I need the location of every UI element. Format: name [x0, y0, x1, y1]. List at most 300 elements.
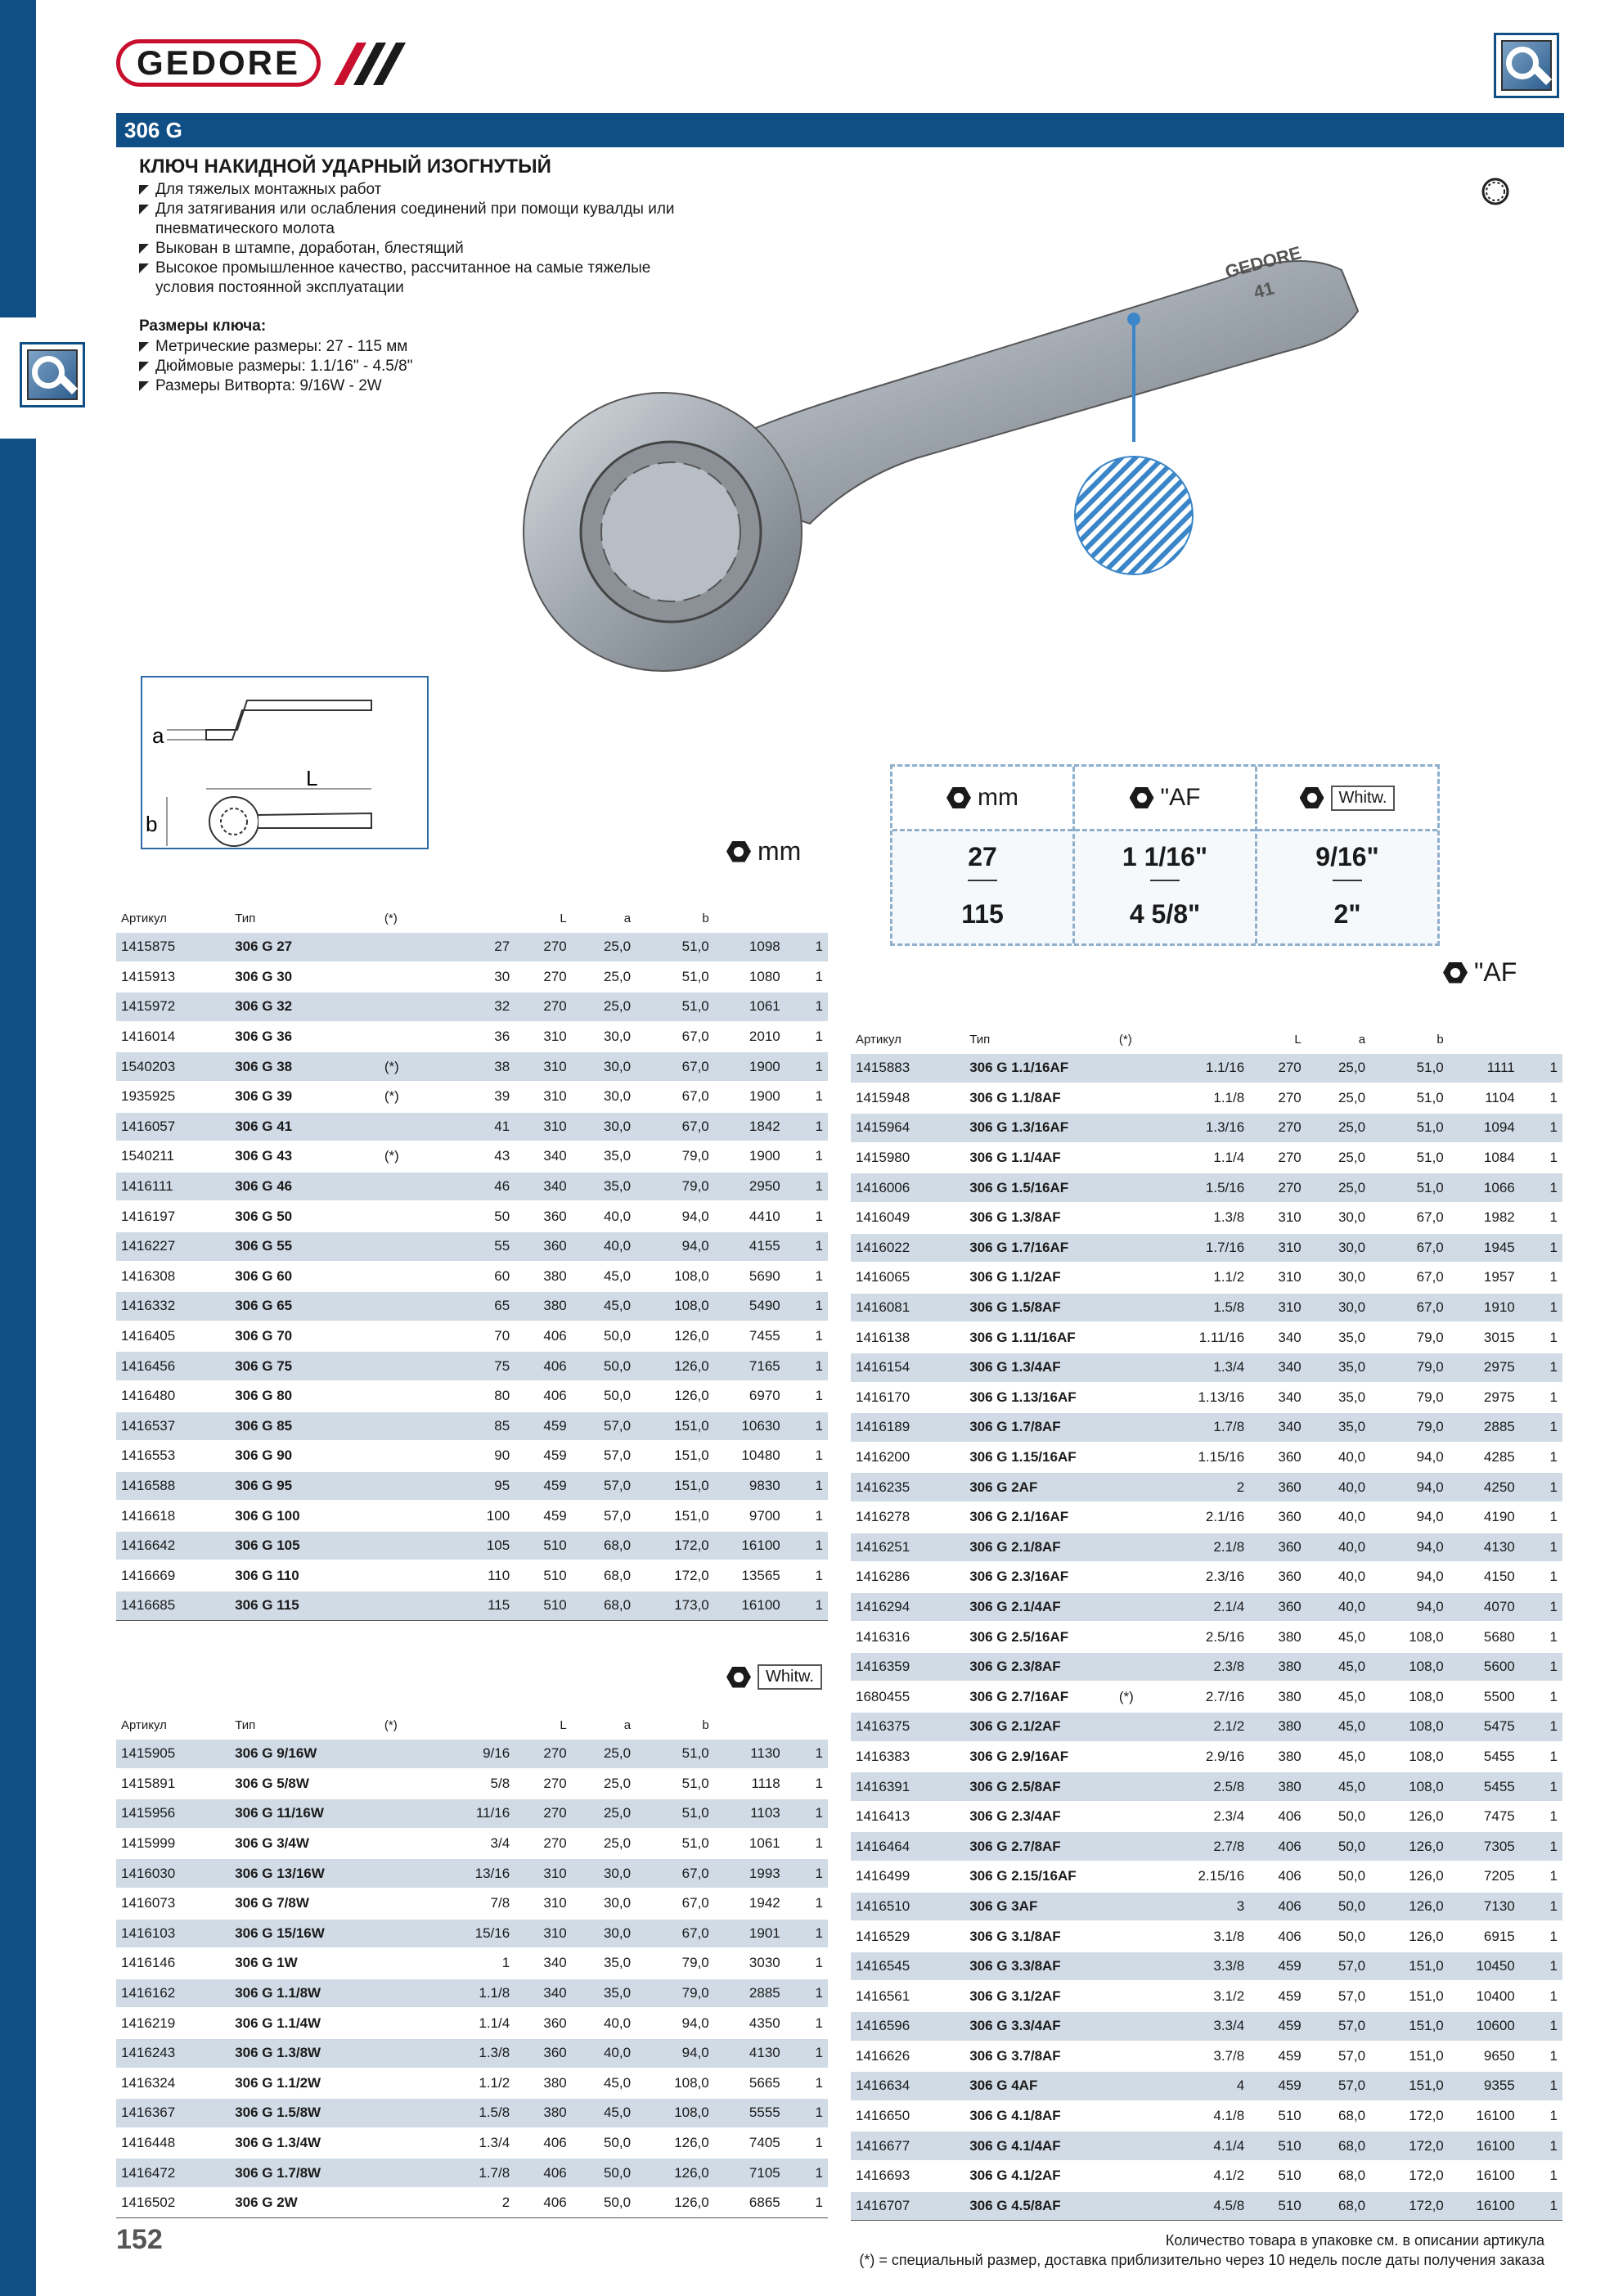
- table-cell: [380, 2098, 437, 2128]
- table-cell: [380, 1201, 437, 1231]
- table-row: [116, 1381, 828, 1411]
- table-cell: [380, 932, 437, 962]
- table-cell: [1114, 1802, 1171, 1832]
- table-row: [116, 2158, 828, 2188]
- table-cell: 5690: [714, 1262, 785, 1292]
- table-row: [116, 1769, 828, 1799]
- table-cell: 1: [785, 1919, 828, 1949]
- table-cell: 380: [1249, 1772, 1306, 1802]
- column-header: [1520, 1026, 1562, 1053]
- table-cell: 57,0: [572, 1471, 636, 1501]
- table-cell: 2.1/2: [1171, 1712, 1249, 1742]
- table-cell: [380, 1948, 437, 1979]
- table-cell: [380, 1591, 437, 1620]
- table-cell: 1066: [1449, 1173, 1520, 1203]
- feature-item: Высокое промышленное качество, рассчитанное на самые тяжелые условия постоянной эксплуатации: [137, 259, 694, 298]
- table-cell: 40,0: [1306, 1533, 1370, 1563]
- table-cell: 310: [1249, 1203, 1306, 1233]
- table-cell: 45,0: [1306, 1622, 1370, 1652]
- table-cell: 306 G 2AF: [964, 1472, 1114, 1502]
- table-cell: 41: [436, 1112, 515, 1142]
- table-cell: 360: [1249, 1443, 1306, 1473]
- table-cell: 459: [515, 1471, 572, 1501]
- table-cell: 51,0: [636, 1739, 714, 1769]
- table-cell: 306 G 41: [230, 1112, 380, 1142]
- table-cell: 1: [785, 2069, 828, 2099]
- table-cell: 306 G 1W: [230, 1948, 380, 1979]
- table-cell: 51,0: [636, 1769, 714, 1799]
- table-cell: 1416227: [116, 1231, 230, 1262]
- table-cell: 25,0: [1306, 1053, 1370, 1083]
- table-cell: 2.1/4: [1171, 1592, 1249, 1623]
- table-cell: 40,0: [1306, 1562, 1370, 1592]
- table-cell: 5475: [1449, 1712, 1520, 1742]
- table-row: [851, 1353, 1562, 1383]
- table-cell: 380: [515, 1262, 572, 1292]
- table-cell: 510: [1249, 2191, 1306, 2221]
- table-cell: 10400: [1449, 1981, 1520, 2011]
- table-cell: 79,0: [636, 1948, 714, 1979]
- table-cell: 1416510: [851, 1892, 964, 1922]
- table-row: [851, 1921, 1562, 1952]
- table-cell: 306 G 2.3/16AF: [964, 1562, 1114, 1592]
- table-cell: 115: [436, 1591, 515, 1620]
- table-cell: 67,0: [636, 1082, 714, 1112]
- column-header: a: [623, 911, 632, 925]
- column-header: b: [702, 911, 709, 925]
- table-cell: 51,0: [1370, 1113, 1449, 1143]
- table-row: [116, 1501, 828, 1531]
- table-cell: 306 G 4.1/2AF: [964, 2161, 1114, 2191]
- table-cell: 1.1/16: [1171, 1053, 1249, 1083]
- table-cell: 40,0: [572, 2038, 636, 2069]
- table-cell: 25,0: [572, 932, 636, 962]
- table-cell: [380, 2008, 437, 2038]
- table-cell: 57,0: [1306, 2071, 1370, 2101]
- table-cell: 1: [785, 1591, 828, 1620]
- table-cell: 1416154: [851, 1353, 964, 1383]
- column-header: Артикул: [121, 1717, 167, 1732]
- table-cell: 380: [515, 1291, 572, 1321]
- table-cell: 25,0: [572, 992, 636, 1022]
- table-cell: 30,0: [572, 1919, 636, 1949]
- table-cell: 108,0: [636, 1291, 714, 1321]
- table-cell: 406: [1249, 1831, 1306, 1862]
- table-cell: 306 G 100: [230, 1501, 380, 1531]
- table-cell: 1416065: [851, 1263, 964, 1293]
- table-row: [116, 1112, 828, 1142]
- table-cell: 360: [515, 1201, 572, 1231]
- table-cell: 1416006: [851, 1173, 964, 1203]
- table-cell: 5/8: [436, 1769, 515, 1799]
- table-cell: 1416707: [851, 2191, 964, 2221]
- table-cell: (*): [380, 1141, 437, 1172]
- table-cell: 306 G 3AF: [964, 1892, 1114, 1922]
- table-cell: 1: [1520, 2191, 1562, 2221]
- table-cell: 2010: [714, 1022, 785, 1052]
- table-row: [116, 1591, 828, 1620]
- table-cell: 1: [1520, 2161, 1562, 2191]
- table-cell: 25,0: [572, 1829, 636, 1859]
- table-cell: 1: [785, 1022, 828, 1052]
- table-cell: 40,0: [572, 1201, 636, 1231]
- table-cell: 310: [515, 1889, 572, 1919]
- table-cell: 1: [785, 1291, 828, 1321]
- table-cell: 1416138: [851, 1322, 964, 1353]
- table-cell: [380, 1858, 437, 1889]
- column-header: [785, 905, 828, 932]
- table-cell: 70: [436, 1321, 515, 1352]
- table-cell: 1104: [1449, 1083, 1520, 1114]
- table-cell: 35,0: [1306, 1412, 1370, 1443]
- table-cell: 306 G 80: [230, 1381, 380, 1411]
- table-cell: 2.7/16: [1171, 1681, 1249, 1712]
- table-cell: [1114, 1712, 1171, 1742]
- table-cell: [380, 1799, 437, 1829]
- table-cell: 7205: [1449, 1862, 1520, 1892]
- table-cell: 68,0: [1306, 2161, 1370, 2191]
- table-cell: [1114, 2131, 1171, 2161]
- table-cell: [1114, 1742, 1171, 1772]
- table-cell: [380, 1531, 437, 1561]
- table-cell: 360: [1249, 1592, 1306, 1623]
- table-cell: 4130: [1449, 1533, 1520, 1563]
- table-cell: 2: [1171, 1472, 1249, 1502]
- table-cell: 25,0: [1306, 1173, 1370, 1203]
- table-cell: 306 G 1.5/16AF: [964, 1173, 1114, 1203]
- table-cell: 360: [515, 2008, 572, 2038]
- table-cell: 1: [785, 2098, 828, 2128]
- table-cell: [380, 1919, 437, 1949]
- table-cell: 151,0: [1370, 2042, 1449, 2072]
- table-cell: [1114, 1952, 1171, 1982]
- table-cell: 1416324: [116, 2069, 230, 2099]
- table-cell: 340: [515, 1141, 572, 1172]
- stamp-brand: GEDORE: [1222, 242, 1304, 282]
- table-cell: 94,0: [636, 1231, 714, 1262]
- table-cell: 1: [1520, 1233, 1562, 1263]
- dim-label-b: b: [146, 812, 158, 836]
- table-cell: 2.5/8: [1171, 1772, 1249, 1802]
- table-cell: 1: [1520, 1742, 1562, 1772]
- table-row: [851, 1173, 1562, 1203]
- table-cell: 1415972: [116, 992, 230, 1022]
- table-cell: 7/8: [436, 1889, 515, 1919]
- table-cell: 406: [515, 1321, 572, 1352]
- table-cell: 25,0: [572, 1739, 636, 1769]
- table-row: [851, 1952, 1562, 1982]
- table-cell: 6865: [714, 2188, 785, 2217]
- table-cell: 13/16: [436, 1858, 515, 1889]
- table-cell: 1.1/4: [1171, 1143, 1249, 1173]
- table-cell: 68,0: [1306, 2101, 1370, 2132]
- table-cell: 306 G 95: [230, 1471, 380, 1501]
- table-cell: 1416200: [851, 1443, 964, 1473]
- table-cell: 2975: [1449, 1383, 1520, 1413]
- table-cell: 57,0: [572, 1501, 636, 1531]
- table-cell: 108,0: [1370, 1652, 1449, 1682]
- table-cell: 1: [1520, 1802, 1562, 1832]
- table-cell: 306 G 75: [230, 1351, 380, 1381]
- table-cell: 16100: [1449, 2161, 1520, 2191]
- table-cell: 50,0: [1306, 1862, 1370, 1892]
- table-cell: 1: [785, 1739, 828, 1769]
- table-cell: 1: [785, 2008, 828, 2038]
- table-cell: 50,0: [572, 2188, 636, 2217]
- table-cell: 2.1/16: [1171, 1502, 1249, 1533]
- table-cell: 68,0: [572, 1591, 636, 1620]
- table-cell: 1416359: [851, 1652, 964, 1682]
- dim-label-L: L: [306, 766, 318, 790]
- table-cell: 1: [1520, 2042, 1562, 2072]
- table-cell: 16100: [1449, 2101, 1520, 2132]
- table-cell: 95: [436, 1471, 515, 1501]
- table-cell: 1: [785, 2038, 828, 2069]
- twelve-point-icon: [1479, 175, 1512, 208]
- table-cell: 50,0: [572, 1381, 636, 1411]
- table-cell: 35,0: [1306, 1353, 1370, 1383]
- table-cell: 57,0: [1306, 1952, 1370, 1982]
- table-cell: 310: [515, 1919, 572, 1949]
- table-cell: 306 G 2.7/8AF: [964, 1831, 1114, 1862]
- table-cell: 270: [1249, 1053, 1306, 1083]
- table-cell: 40,0: [1306, 1472, 1370, 1502]
- table-cell: 2.7/8: [1171, 1831, 1249, 1862]
- table-cell: 100: [436, 1501, 515, 1531]
- table-cell: 406: [1249, 1862, 1306, 1892]
- table-cell: [1114, 1592, 1171, 1623]
- table-cell: 1416472: [116, 2158, 230, 2188]
- table-row: [116, 2008, 828, 2038]
- table-cell: 68,0: [572, 1531, 636, 1561]
- table-cell: 1: [785, 932, 828, 962]
- table-cell: 51,0: [636, 962, 714, 993]
- table-cell: 1842: [714, 1112, 785, 1142]
- column-header: [714, 905, 785, 932]
- table-cell: 1993: [714, 1858, 785, 1889]
- table-cell: 1: [785, 1799, 828, 1829]
- table-cell: 1: [785, 1231, 828, 1262]
- table-cell: 2.3/4: [1171, 1802, 1249, 1832]
- table-cell: 270: [515, 1829, 572, 1859]
- table-cell: [380, 2038, 437, 2069]
- table-cell: 50,0: [572, 2128, 636, 2159]
- table-cell: 1: [1520, 1562, 1562, 1592]
- table-cell: 45,0: [1306, 1652, 1370, 1682]
- table-cell: 1416030: [116, 1858, 230, 1889]
- table-cell: 1: [1520, 1892, 1562, 1922]
- table-cell: 340: [515, 1172, 572, 1202]
- table-cell: 40,0: [572, 1231, 636, 1262]
- table-cell: [1114, 2161, 1171, 2191]
- table-cell: 1416057: [116, 1112, 230, 1142]
- table-cell: [380, 1769, 437, 1799]
- table-row: [851, 1143, 1562, 1173]
- table-cell: 1415999: [116, 1829, 230, 1859]
- table-cell: 45,0: [1306, 1681, 1370, 1712]
- table-cell: 1.11/16: [1171, 1322, 1249, 1353]
- table-cell: 270: [515, 962, 572, 993]
- table-cell: [1114, 2071, 1171, 2101]
- table-row: [116, 1889, 828, 1919]
- table-cell: 1: [1520, 1412, 1562, 1443]
- table-cell: 270: [515, 992, 572, 1022]
- table-cell: 46: [436, 1172, 515, 1202]
- table-cell: [1114, 1472, 1171, 1502]
- table-cell: 7130: [1449, 1892, 1520, 1922]
- table-cell: 459: [515, 1411, 572, 1442]
- table-cell: 310: [515, 1022, 572, 1052]
- table-row: [851, 1831, 1562, 1862]
- table-cell: 79,0: [1370, 1412, 1449, 1443]
- table-cell: 1416537: [116, 1411, 230, 1442]
- table-cell: 306 G 1.7/16AF: [964, 1233, 1114, 1263]
- table-cell: 310: [515, 1082, 572, 1112]
- table-cell: [380, 2128, 437, 2159]
- table-cell: 108,0: [636, 2069, 714, 2099]
- table-cell: 306 G 2W: [230, 2188, 380, 2217]
- table-cell: 36: [436, 1022, 515, 1052]
- table-cell: 1416022: [851, 1233, 964, 1263]
- table-cell: 406: [515, 2128, 572, 2159]
- table-cell: 1: [785, 2128, 828, 2159]
- column-header: [785, 1712, 828, 1739]
- table-row: [116, 1799, 828, 1829]
- table-cell: 1061: [714, 1829, 785, 1859]
- table-cell: 1416545: [851, 1952, 964, 1982]
- table-cell: 340: [515, 1948, 572, 1979]
- table-cell: 1416480: [116, 1381, 230, 1411]
- table-cell: 1416618: [116, 1501, 230, 1531]
- table-cell: 306 G 2.5/8AF: [964, 1772, 1114, 1802]
- table-cell: 45,0: [572, 1262, 636, 1292]
- table-cell: 1.3/8: [1171, 1203, 1249, 1233]
- table-cell: 1.1/2: [1171, 1263, 1249, 1293]
- table-cell: 126,0: [636, 2158, 714, 2188]
- table-row: [116, 1858, 828, 1889]
- table-cell: 16100: [714, 1531, 785, 1561]
- table-cell: 50,0: [1306, 1921, 1370, 1952]
- table-row: [851, 1681, 1562, 1712]
- table-cell: 67,0: [1370, 1203, 1449, 1233]
- table-cell: 1416677: [851, 2131, 964, 2161]
- table-cell: 51,0: [636, 1829, 714, 1859]
- table-cell: 172,0: [1370, 2101, 1449, 2132]
- table-cell: 45,0: [1306, 1742, 1370, 1772]
- table-cell: 306 G 1.7/8AF: [964, 1412, 1114, 1443]
- column-header: Тип: [969, 1032, 991, 1047]
- column-header: a: [1358, 1032, 1366, 1047]
- table-cell: 1982: [1449, 1203, 1520, 1233]
- stamp-size: 41: [1251, 277, 1276, 303]
- table-cell: 67,0: [636, 1919, 714, 1949]
- table-cell: 1540211: [116, 1141, 230, 1172]
- table-cell: [1114, 1562, 1171, 1592]
- table-cell: 126,0: [636, 1381, 714, 1411]
- table-cell: 1416081: [851, 1293, 964, 1323]
- table-cell: 1: [785, 1471, 828, 1501]
- column-header: Артикул: [856, 1032, 901, 1047]
- table-cell: 2885: [714, 1979, 785, 2009]
- ring-spanner-category-icon: [1494, 33, 1559, 98]
- table-cell: 126,0: [1370, 1862, 1449, 1892]
- table-cell: 1416588: [116, 1471, 230, 1501]
- table-cell: 35,0: [572, 1979, 636, 2009]
- table-cell: 306 G 1.1/8W: [230, 1979, 380, 2009]
- column-header: Тип: [235, 911, 256, 925]
- table-cell: 10600: [1449, 2011, 1520, 2042]
- table-cell: [380, 1829, 437, 1859]
- af-section-label: "AF: [1443, 957, 1517, 988]
- table-row: [116, 1919, 828, 1949]
- table-cell: 406: [1249, 1802, 1306, 1832]
- table-cell: 7455: [714, 1321, 785, 1352]
- table-cell: 25,0: [1306, 1113, 1370, 1143]
- table-cell: [1114, 1143, 1171, 1173]
- table-cell: 1: [785, 1501, 828, 1531]
- table-cell: 30,0: [1306, 1233, 1370, 1263]
- table-cell: 50,0: [572, 1351, 636, 1381]
- hex-nut-icon: [1300, 787, 1324, 808]
- table-cell: 79,0: [636, 1172, 714, 1202]
- table-cell: 1416375: [851, 1712, 964, 1742]
- table-cell: 1: [785, 1351, 828, 1381]
- table-cell: 1416391: [851, 1772, 964, 1802]
- table-cell: 25,0: [572, 962, 636, 993]
- table-cell: 1415980: [851, 1143, 964, 1173]
- table-cell: [380, 1889, 437, 1919]
- table-row: [851, 2161, 1562, 2191]
- table-cell: 1416111: [116, 1172, 230, 1202]
- table-cell: 360: [1249, 1562, 1306, 1592]
- table-cell: 13565: [714, 1560, 785, 1591]
- table-cell: 6915: [1449, 1921, 1520, 1952]
- table-cell: 1680455: [851, 1681, 964, 1712]
- table-cell: 1: [785, 992, 828, 1022]
- size-range-selector: [890, 764, 1440, 946]
- table-cell: 50,0: [572, 2158, 636, 2188]
- table-cell: (*): [380, 1082, 437, 1112]
- table-row: [851, 1203, 1562, 1233]
- table-cell: 30,0: [572, 1889, 636, 1919]
- table-cell: 459: [1249, 2011, 1306, 2042]
- table-cell: 126,0: [636, 2188, 714, 2217]
- table-cell: 510: [1249, 2131, 1306, 2161]
- metric-table: [116, 905, 828, 1621]
- table-cell: 51,0: [1370, 1173, 1449, 1203]
- dim-label-a: a: [152, 723, 164, 748]
- table-row: [851, 1293, 1562, 1323]
- table-cell: 32: [436, 992, 515, 1022]
- page-number: 152: [116, 2224, 163, 2255]
- table-cell: 27: [436, 932, 515, 962]
- table-cell: 38: [436, 1051, 515, 1082]
- table-row: [851, 1053, 1562, 1083]
- table-cell: 1416014: [116, 1022, 230, 1052]
- table-row: [851, 1652, 1562, 1682]
- selector-mm: mm 27 115: [892, 767, 1075, 943]
- table-row: [116, 1172, 828, 1202]
- table-row: [851, 1263, 1562, 1293]
- table-cell: 406: [1249, 1892, 1306, 1922]
- table-cell: 1: [1520, 1083, 1562, 1114]
- table-cell: 68,0: [1306, 2131, 1370, 2161]
- table-cell: 310: [1249, 1233, 1306, 1263]
- table-cell: 306 G 4AF: [964, 2071, 1114, 2101]
- table-cell: 94,0: [1370, 1562, 1449, 1592]
- table-cell: 1: [785, 1321, 828, 1352]
- table-cell: [1114, 1383, 1171, 1413]
